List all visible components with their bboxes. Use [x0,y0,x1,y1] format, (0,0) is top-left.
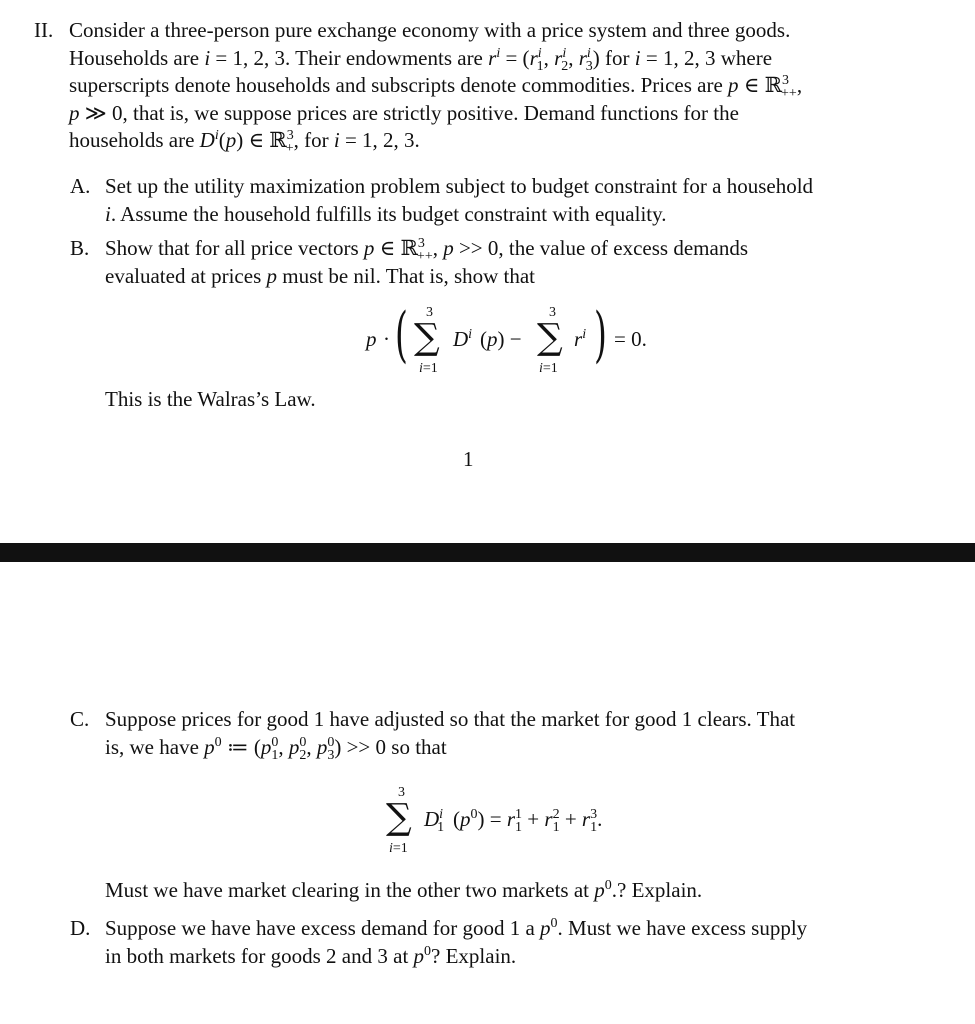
section-ii-line-4: p ≫ 0, that is, we suppose prices are strictly positive. Demand functions for the [69,100,739,125]
part-a-label: A. [70,174,91,198]
part-b-line-1: Show that for all price vectors p ∈ ℝ$^3_{++}$, p >> 0, the value of excess demands [105,236,748,264]
section-ii-label: II. [34,18,54,42]
part-b-line-2: evaluated at prices p must be nil. That is, show that [105,263,536,288]
section-ii-line-2: Households are i = 1, 2, 3. Their endowments are $r^i = (r^i_1$, $r^i_2$, $r^i_3$) for i = 1, 2, 3 where [69,45,773,74]
part-d [70,915,922,970]
part-a [70,173,922,228]
section-ii-line-3: superscripts denote households and subscripts denote commodities. Prices are p ∈ ℝ$^3_{++}$, [69,73,803,101]
part-c-line-1: Suppose prices for good 1 have adjusted so that the market for good 1 clears. That [105,707,796,731]
section-ii-text [69,17,924,155]
part-c-question: Must we have market clearing in the other two markets at $p^0$.? Explain. [105,878,703,902]
walras-law-note: This is the Walras’s Law. [105,387,316,411]
part-a-line-2: i. Assume the household fulfills its budget constraint with equality. [105,201,667,226]
part-d-line-2: in both markets for goods 2 and 3 at $p^0$? Explain. [105,943,517,968]
section-ii-line-5: households are $D^i(p)$ ∈ ℝ$^3_+$, for i = 1, 2, 3. [69,128,420,156]
part-b [70,235,922,290]
part-b-label: B. [70,236,90,260]
part-c-line-2: is, we have $p^0$ ≔ ($p^0_1$, $p^0_2$, $p^0_3) >> 0$ so that [105,734,447,763]
part-a-line-1: Set up the utility maximization problem subject to budget constraint for a household [105,174,814,198]
section-ii-line-1: Consider a three-person pure exchange economy with a price system and three goods. [69,18,791,42]
part-d-label: D. [70,916,91,940]
part-c [70,706,922,761]
walras-equation: p · ( 3 ∑ i=1 $D^i$ (p) − 3 ∑ i=1 $r^i$ ) = 0. [366,300,647,376]
market-clearing-equation: 3 ∑ i=1 $D^i_1$ $(p^0) = r^1_1 + r^2_1 + r^3_1$. [386,785,603,856]
part-d-line-1: Suppose we have have excess demand for good 1 a $p^0$. Must we have excess supply [105,916,808,940]
walras-equation-rhs: = 0. [614,327,647,351]
page-number: 1 [463,447,474,471]
page-divider [0,543,975,562]
part-c-label: C. [70,707,90,731]
section-ii [34,17,924,155]
